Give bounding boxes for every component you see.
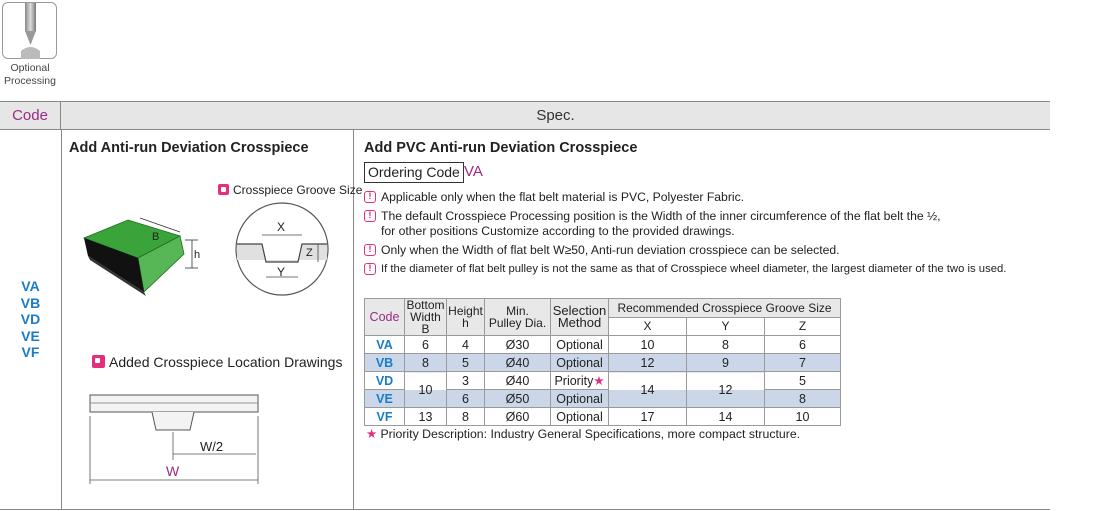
exclamation-icon: ! [364,244,376,256]
th-y: Y [687,317,765,336]
optional-processing-label: Optional Processing [4,62,56,87]
dim-h-label: h [194,249,201,261]
dim-w2-label: W/2 [200,439,224,454]
left-panel-title: Add Anti-run Deviation Crosspiece [69,140,309,156]
th-groove-size: Recommended Crosspiece Groove Size [609,299,841,318]
header-spec: Spec. [61,101,1050,130]
ordering-code-value: VA [464,163,483,180]
th-code: Code [365,299,405,336]
right-panel-title: Add PVC Anti-run Deviation Crosspiece [364,140,638,156]
square-bullet-icon [92,355,105,368]
location-drawings-label: Added Crosspiece Location Drawings [92,354,342,370]
code-va: VA [21,278,40,294]
code-vd: VD [20,311,41,327]
th-z: Z [765,317,841,336]
table-row: VA 6 4 Ø30 Optional 10 8 6 [365,336,841,354]
dim-z-label: Z [306,247,313,259]
th-selection: Selection Method [551,299,609,336]
th-min-pulley: Min. Pulley Dia. [485,299,551,336]
th-height: Height h [447,299,485,336]
table-row: VF 13 8 Ø60 Optional 17 14 10 [365,408,841,426]
code-ve: VE [21,327,40,344]
divider-code-column [61,130,62,510]
optional-processing-icon [2,2,57,59]
th-bottom-width: Bottom Width B [406,298,445,336]
dim-b-label: B [152,231,160,243]
note-item: ! Only when the Width of flat belt W≥50, Anti-run deviation crosspiece can be selected. [364,243,1054,258]
bottom-border [0,509,1050,510]
note-item: ! If the diameter of flat belt pulley is not the same as that of Crosspiece wheel diameter, the largest diameter of the two is used. [364,262,1054,277]
square-bullet-icon [218,184,229,195]
table-row: VD 10 3 Ø40 Priority★ 14 12 5 [365,372,841,390]
groove-size-label: Crosspiece Groove Size [218,183,362,197]
note-item: ! The default Crosspiece Processing position is the Width of the inner circumference of the flat belt the ½, [364,209,1054,224]
groove-size-drawing [232,200,332,298]
exclamation-icon: ! [364,263,376,275]
dim-y-label: Y [277,265,286,279]
priority-description: ★ Priority Description: Industry General Specifications, more compact structure. [366,427,801,441]
header-code: Code [0,101,61,130]
note-item-continuation: for other positions Customize according to the provided drawings. [381,224,735,238]
dim-x-label: X [277,220,286,234]
table-row: VE 6 Ø50 Optional 8 [365,390,841,408]
spec-table [364,298,841,426]
priority-star-icon: ★ [593,374,605,388]
exclamation-icon: ! [364,191,376,203]
star-icon: ★ [366,427,378,441]
table-row: VB 8 5 Ø40 Optional 12 9 7 [365,354,841,372]
dim-w-label: W [166,463,180,479]
notes-list [364,190,1054,281]
exclamation-icon: ! [364,210,376,222]
th-x: X [609,317,687,336]
crosspiece-location-drawing [86,390,266,490]
note-item: ! Applicable only when the flat belt material is PVC, Polyester Fabric. [364,190,1054,205]
code-vf: VF [21,344,40,360]
ordering-code-label: Ordering Code [364,162,464,183]
crosspiece-3d-drawing [80,210,215,300]
code-list [0,278,61,361]
code-vb: VB [20,294,41,311]
